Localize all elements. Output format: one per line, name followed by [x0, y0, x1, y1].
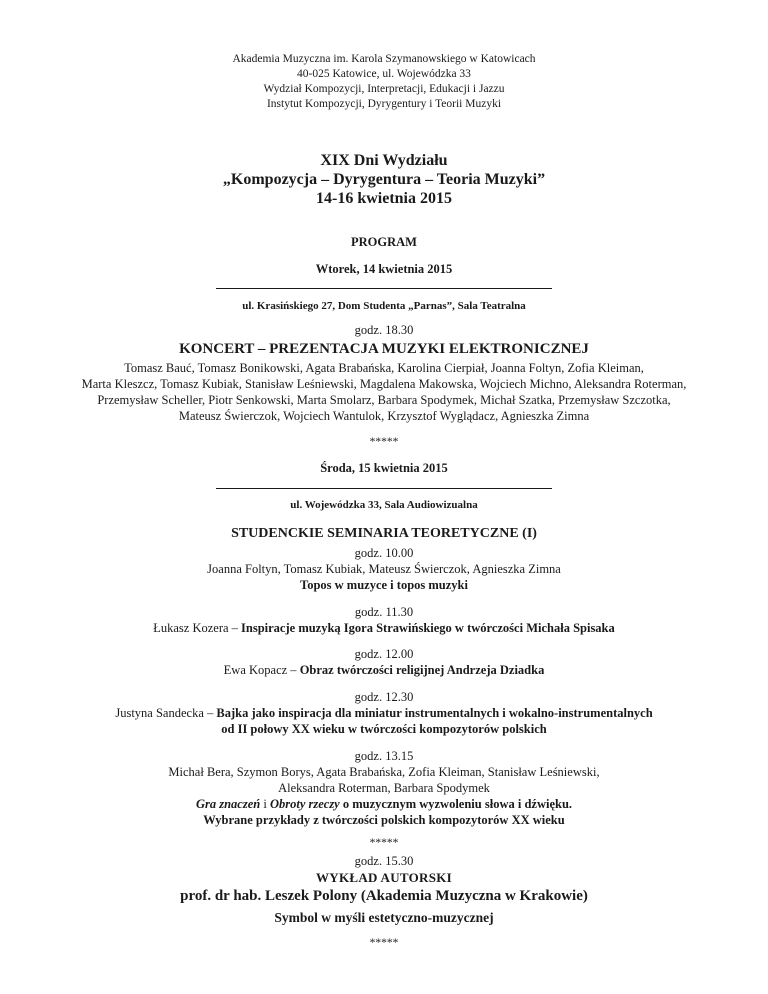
seminar-authors: Aleksandra Roterman, Barbara Spodymek [278, 781, 490, 795]
performers-line: Mateusz Świerczok, Wojciech Wantulok, Krzysztof Wyglądacz, Agnieszka Zimna [178, 409, 590, 423]
title-theme: „Kompozycja – Dyrygentura – Teoria Muzyki” [222, 171, 546, 188]
seminar-topic [0, 796, 768, 812]
seminar-entry [0, 620, 768, 636]
title-days: XIX Dni Wydziału [320, 152, 448, 169]
lecture-speaker: prof. dr hab. Leszek Polony (Akademia Muzyczna w Krakowie) [180, 888, 588, 904]
divider-line [216, 288, 552, 289]
header-faculty: Wydział Kompozycji, Interpretacji, Edukacji i Jazzu [263, 83, 505, 95]
seminar-topic: Bajka jako inspiracja dla miniatur instrumentalnych i wokalno-instrumentalnych [216, 706, 653, 720]
topic-connector: i [260, 797, 270, 811]
section-separator: ***** [369, 837, 399, 849]
seminar-time: godz. 10.00 [354, 546, 414, 560]
seminar-time: godz. 11.30 [354, 605, 414, 619]
performers-line: Marta Kleszcz, Tomasz Kubiak, Stanisław Leśniewski, Magdalena Makowska, Wojciech Michno, Aleksandra Roterman, [81, 377, 687, 391]
work-title: Obroty rzeczy [269, 797, 340, 811]
seminar-entry [0, 705, 768, 721]
title-dates: 14-16 kwietnia 2015 [316, 190, 452, 207]
seminar-authors: Michał Bera, Szymon Borys, Agata Brabańska, Zofia Kleiman, Stanisław Leśniewski, [168, 765, 600, 779]
work-title: Gra znaczeń [195, 797, 261, 811]
day1-date: Wtorek, 14 kwietnia 2015 [315, 262, 453, 276]
seminar-topic-continued: Wybrane przykłady z twórczości polskich kompozytorów XX wieku [203, 813, 565, 827]
section-separator: ***** [369, 436, 399, 448]
section-separator: ***** [369, 937, 399, 949]
day1-event-title: KONCERT – PREZENTACJA MUZYKI ELEKTRONICZNEJ [179, 341, 589, 357]
seminar-time: godz. 13.15 [354, 749, 414, 763]
performers-line: Przemysław Scheller, Piotr Senkowski, Marta Smolarz, Barbara Spodymek, Michał Szatka, Przemysław Szczotka, [97, 393, 671, 407]
lecture-topic: Symbol w myśli estetyczno-muzycznej [274, 910, 494, 925]
seminar-author: Ewa Kopacz – [223, 663, 300, 677]
seminar-topic-continued: od II połowy XX wieku w twórczości kompozytorów polskich [221, 722, 547, 736]
header-institution: Akademia Muzyczna im. Karola Szymanowskiego w Katowicach [232, 53, 536, 65]
seminar-time: godz. 12.00 [354, 647, 414, 661]
seminar-author: Justyna Sandecka – [115, 706, 217, 720]
seminar-title: STUDENCKIE SEMINARIA TEORETYCZNE (I) [231, 526, 537, 541]
seminar-topic: Obraz twórczości religijnej Andrzeja Dziadka [299, 663, 545, 677]
performers-line: Tomasz Bauć, Tomasz Bonikowski, Agata Brabańska, Karolina Cierpiał, Joanna Foltyn, Zofia Kleiman, [124, 361, 644, 375]
day1-venue: ul. Krasińskiego 27, Dom Studenta „Parnas”, Sala Teatralna [242, 300, 526, 312]
divider-line [216, 488, 552, 489]
program-heading: PROGRAM [351, 235, 417, 249]
header-institute: Instytut Kompozycji, Dyrygentury i Teorii Muzyki [266, 98, 502, 110]
seminar-time: godz. 12.30 [354, 690, 414, 704]
day2-date: Środa, 15 kwietnia 2015 [320, 461, 448, 475]
header-address: 40-025 Katowice, ul. Wojewódzka 33 [297, 68, 471, 80]
day1-time: godz. 18.30 [354, 323, 414, 337]
seminar-topic: Topos w muzyce i topos muzyki [300, 578, 468, 592]
seminar-entry [0, 662, 768, 678]
lecture-label: WYKŁAD AUTORSKI [315, 870, 453, 885]
topic-text: o muzycznym wyzwoleniu słowa i dźwięku. [339, 797, 573, 811]
seminar-authors: Joanna Foltyn, Tomasz Kubiak, Mateusz Świerczok, Agnieszka Zimna [207, 562, 561, 576]
lecture-time: godz. 15.30 [354, 854, 414, 868]
day2-venue: ul. Wojewódzka 33, Sala Audiowizualna [290, 499, 478, 511]
seminar-author: Łukasz Kozera – [153, 621, 242, 635]
seminar-topic: Inspiracje muzyką Igora Strawińskiego w twórczości Michała Spisaka [241, 621, 615, 635]
